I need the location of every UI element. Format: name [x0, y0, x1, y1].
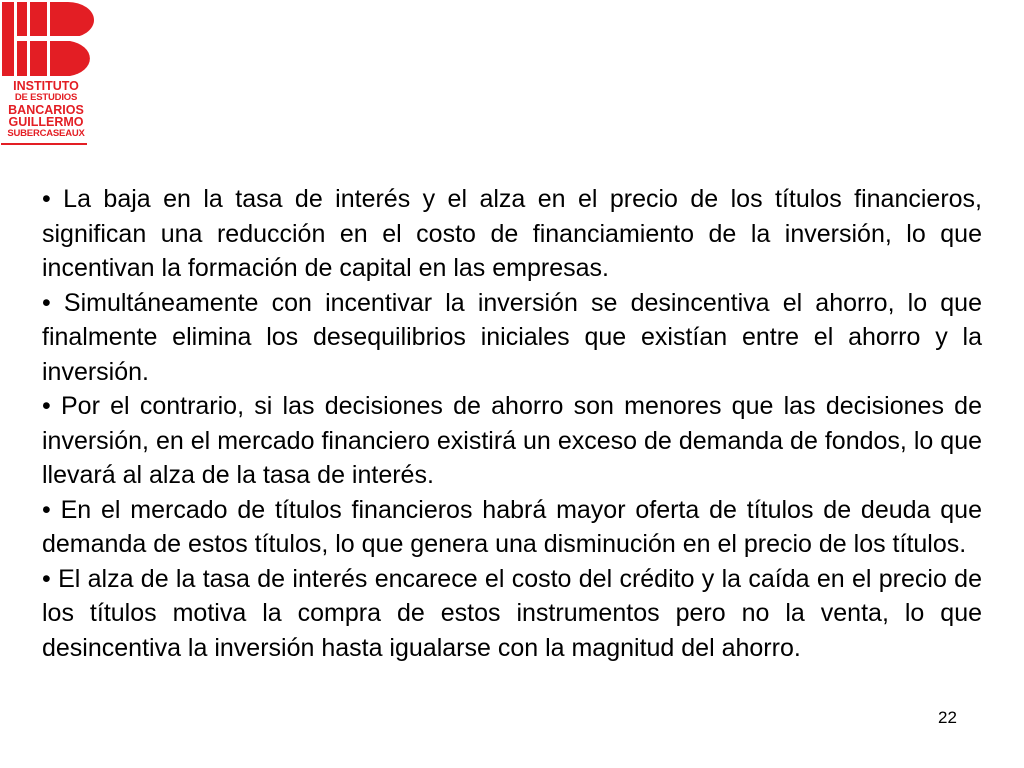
page-number: 22 — [938, 708, 957, 727]
bullet-paragraph: • Simultáneamente con incentivar la inversión se desincentiva el ahorro, lo que finalmente elimina los desequilibrios iniciales que existían entre el ahorro y la inversión. — [42, 288, 982, 386]
ieb-logo-mark-icon — [0, 0, 100, 80]
bullet-paragraph: • En el mercado de títulos financieros habrá mayor oferta de títulos de deuda que demanda de estos títulos, lo que genera una disminución en el precio de los títulos. — [42, 495, 982, 558]
logo-line: SUBERCASEAUX — [7, 128, 85, 139]
bullet-paragraph: • Por el contrario, si las decisiones de ahorro son menores que las decisiones de inversión, en el mercado financiero existirá un exceso de demanda de fondos, lo que llevará al alza de la tasa de interés. — [42, 392, 982, 489]
logo-line: GUILLERMO — [8, 115, 84, 129]
institute-name — [0, 80, 92, 140]
bullet-paragraph: • El alza de la tasa de interés encarece el costo del crédito y la caída en el precio de los títulos motiva la compra de estos instrumentos pero no la venta, lo que desincentiva la inversión hasta igualarse con la magnitud del ahorro. — [42, 564, 982, 662]
logo-line: DE ESTUDIOS — [14, 92, 78, 103]
logo-line: INSTITUTO — [13, 79, 79, 93]
institute-logo — [0, 0, 100, 150]
logo-underline — [1, 143, 87, 145]
logo-line: BANCARIOS — [8, 103, 84, 117]
bullet-paragraph: • La baja en la tasa de interés y el alza en el precio de los títulos financieros, significan una reducción en el costo de financiamiento de la inversión, lo que incentivan la formación de capital en las empresas. — [42, 185, 982, 282]
slide-body — [42, 182, 982, 665]
